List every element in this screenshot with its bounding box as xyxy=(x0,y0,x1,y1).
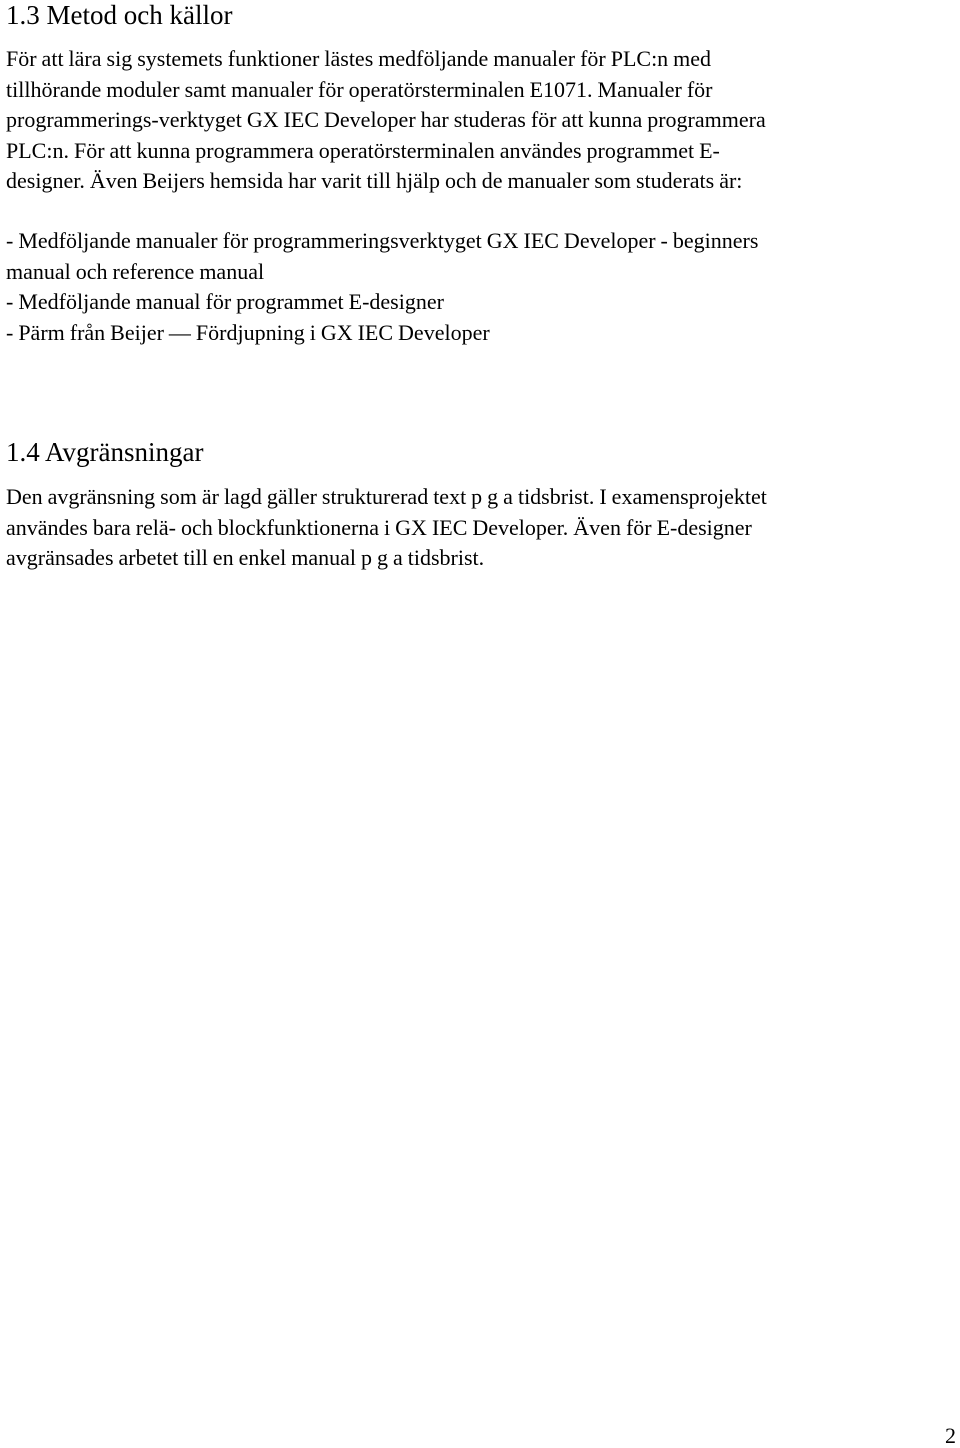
paragraph-metod xyxy=(6,44,926,197)
list-item: - Medföljande manualer för programmeringsverktyget GX IEC Developer - beginners xyxy=(6,228,759,253)
paragraph-line: Den avgränsning som är lagd gäller strukturerad text p g a tidsbrist. I examensprojektet xyxy=(6,484,767,509)
paragraph-line: designer. Även Beijers hemsida har varit till hjälp och de manualer som studerats är: xyxy=(6,168,743,193)
paragraph-line: PLC:n. För att kunna programmera operatörsterminalen användes programmet E- xyxy=(6,137,720,163)
paragraph-avgransningar xyxy=(6,482,946,574)
paragraph-line: programmerings-verktyget GX IEC Developer har studeras för att kunna programmera xyxy=(6,107,766,132)
page-number: 2 xyxy=(945,1423,956,1448)
list-item: - Medföljande manual för programmet E-designer xyxy=(6,289,444,314)
paragraph-line: tillhörande moduler samt manualer för operatörsterminalen E1071. Manualer för xyxy=(6,76,713,102)
paragraph-line: avgränsades arbetet till en enkel manual p g a tidsbrist. xyxy=(6,545,485,570)
manual-list xyxy=(6,226,941,348)
paragraph-line: användes bara relä- och blockfunktionerna i GX IEC Developer. Även för E-designer xyxy=(6,514,752,540)
paragraph-line: För att lära sig systemets funktioner lästes medföljande manualer för PLC:n med xyxy=(6,46,712,71)
section-heading-avgransningar: 1.4 Avgränsningar xyxy=(6,437,204,467)
section-heading-metod-och-kallor: 1.3 Metod och källor xyxy=(6,0,233,30)
list-item: - Pärm från Beijer — Fördjupning i GX IEC Developer xyxy=(6,319,490,345)
list-item-continuation: manual och reference manual xyxy=(6,258,265,284)
